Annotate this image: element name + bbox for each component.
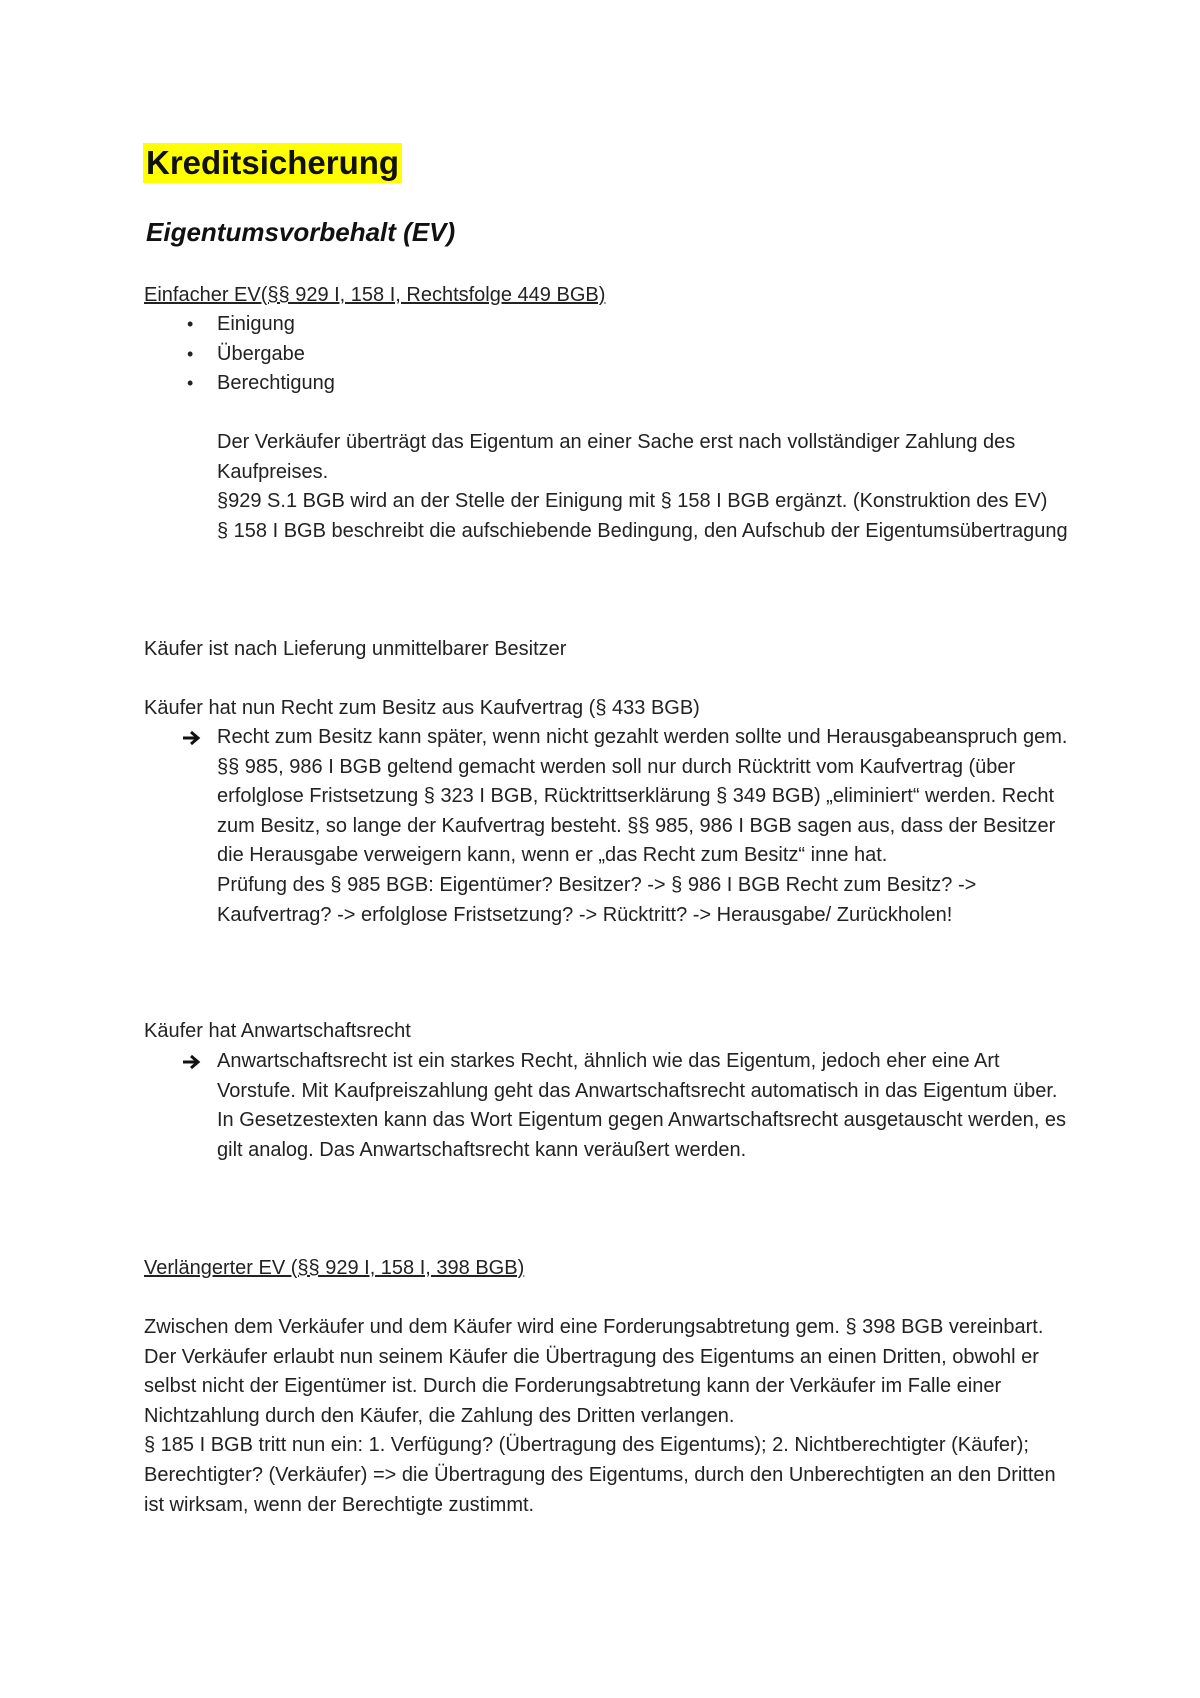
indented-paragraph: Der Verkäufer überträgt das Eigentum an einer Sache erst nach vollständiger Zahlung des Kaufpreises. §929 S.1 BGB wird an der Stelle der Einigung mit § 158 I BGB ergänzt. (Konstruktion des EV) § 158 I BGB beschreibt die aufschiebende Bedingung, den Aufschub der Eigentumsübertragung — [217, 431, 1068, 542]
bullet-list — [0, 310, 335, 399]
page-subtitle: Eigentumsvorbehalt (EV) — [146, 217, 456, 247]
list-item: • Berechtigung — [0, 369, 335, 399]
bullet-icon: • — [187, 314, 194, 334]
page-title: Kreditsicherung — [143, 143, 402, 183]
section-heading-einfacher-ev: Einfacher EV(§§ 929 I, 158 I, Rechtsfolge 449 BGB) — [144, 284, 606, 306]
paragraph-anwartschaftsrecht: Käufer hat Anwartschaftsrecht — [144, 1020, 411, 1042]
section-heading-verlaengerter-ev: Verlängerter EV (§§ 929 I, 158 I, 398 BGB) — [144, 1257, 525, 1279]
paragraph-verlaengerter-ev: Zwischen dem Verkäufer und dem Käufer wird eine Forderungsabtretung gem. § 398 BGB vereinbart. Der Verkäufer erlaubt nun seinem Käufer die Übertragung des Eigentums an einen Dritten, obwohl er selbst nicht der Eigentümer ist. Durch die Forderungsabtretung kann der Verkäufer im Falle einer Nichtzahlung durch den Käufer, die Zahlung des Dritten verlangen. § 185 I BGB tritt nun ein: 1. Verfügung? (Übertragung des Eigentums); 2. Nichtberechtigter (Käufer); Berechtigter? (Verkäufer) => die Übertragung des Eigentums, durch den Unberechtigten an den Dritten ist wirksam, wenn der Berechtigte zustimmt. — [144, 1316, 1056, 1516]
bullet-icon: • — [187, 373, 194, 394]
arrow-paragraph-recht: Recht zum Besitz kann später, wenn nicht gezahlt werden sollte und Herausgabeanspruch gem. §§ 985, 986 I BGB geltend gemacht werden soll nur durch Rücktritt vom Kaufvertrag (über erfolglose Fristsetzung § 323 I BGB, Rücktrittserklärung § 349 BGB) „eliminiert“ werden. Recht zum Besitz, so lange der Kaufvertrag besteht. §§ 985, 986 I BGB sagen aus, dass der Besitzer die Herausgabe verweigern kann, wenn er „das Recht zum Besitz“ inne hat. Prüfung des § 985 BGB: Eigentümer? Besitzer? -> § 986 I BGB Recht zum Besitz? -> Kaufvertrag? -> erfolglose Fristsetzung? -> Rücktritt? -> Herausgabe/ Zurückholen! — [217, 726, 1068, 926]
bullet-icon: • — [187, 343, 194, 364]
paragraph-besitzer: Käufer ist nach Lieferung unmittelbarer Besitzer — [144, 638, 567, 660]
arrow-paragraph-anwartschaftsrecht: Anwartschaftsrecht ist ein starkes Recht, ähnlich wie das Eigentum, jedoch eher eine Art Vorstufe. Mit Kaufpreiszahlung geht das Anwartschaftsrecht automatisch in das Eigentum über. In Gesetzestexten kann das Wort Eigentum gegen Anwartschaftsrecht ausgetauscht werden, es gilt analog. Das Anwartschaftsrecht kann veräußert werden. — [217, 1050, 1067, 1161]
list-item: • Übergabe — [0, 340, 335, 370]
list-item: • Einigung — [0, 310, 335, 340]
arrow-right-icon — [182, 1047, 202, 1070]
arrow-right-icon — [182, 723, 202, 746]
paragraph-recht-zum-besitz: Käufer hat nun Recht zum Besitz aus Kaufvertrag (§ 433 BGB) — [144, 697, 700, 719]
